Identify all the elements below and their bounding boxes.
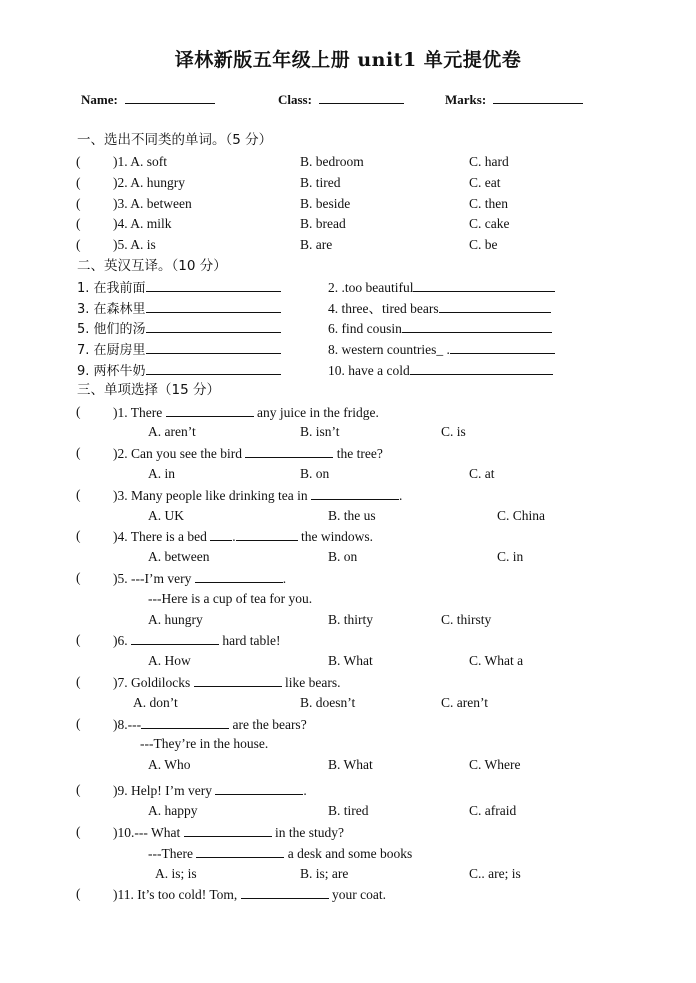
- s2-item-8[interactable]: 8. western countries_ .: [328, 341, 555, 358]
- s3-q1: )1. There any juice in the fridge.: [113, 405, 379, 420]
- s3-q8-reply: ---They’re in the house.: [140, 736, 269, 751]
- s3-q3-a: A. UK: [148, 508, 184, 523]
- s3-q10-a: A. is; is: [155, 866, 197, 881]
- s3-q7-b: B. doesn’t: [300, 695, 356, 710]
- s1-q5-c: C. be: [469, 237, 498, 252]
- s3-paren-2: (: [76, 445, 81, 460]
- s1-q3-c: C. then: [469, 196, 508, 211]
- s3-q3-b: B. the us: [328, 508, 376, 523]
- s3-q4-a: A. between: [148, 549, 210, 564]
- s1-q3-a: )3. A. between: [113, 196, 192, 211]
- s3-q9-c: C. afraid: [469, 803, 517, 818]
- s3-q5-b: B. thirty: [328, 612, 374, 627]
- s3-q1-b: B. isn’t: [300, 424, 340, 439]
- s3-paren-7: (: [76, 674, 81, 689]
- name-blank[interactable]: [125, 91, 215, 104]
- s3-q4-c: C. in: [497, 549, 524, 564]
- s3-paren-11: (: [76, 886, 81, 901]
- s3-q7: )7. Goldilocks like bears.: [113, 675, 341, 690]
- name-field[interactable]: [81, 91, 215, 108]
- s2-item-1[interactable]: 1. 在我前面: [77, 279, 281, 297]
- s1-q5-a: )5. A. is: [113, 237, 156, 252]
- s3-q8: )8.--- are the bears?: [113, 717, 307, 732]
- s1-q1-c: C. hard: [469, 154, 509, 169]
- s3-q2: )2. Can you see the bird the tree?: [113, 446, 383, 461]
- s1-q5-b: B. are: [300, 237, 333, 252]
- s3-paren-8: (: [76, 716, 81, 731]
- s3-q9-a: A. happy: [148, 803, 198, 818]
- marks-field[interactable]: [445, 91, 583, 108]
- s3-q10-c: C.. are; is: [469, 866, 521, 881]
- s3-paren-10: (: [76, 824, 81, 839]
- s3-q7-c: C. aren’t: [441, 695, 488, 710]
- class-blank[interactable]: [319, 91, 404, 104]
- s2-item-10[interactable]: 10. have a cold: [328, 362, 553, 379]
- s3-q10-reply: ---There a desk and some books: [148, 846, 413, 861]
- s1-paren-4: (: [76, 216, 81, 231]
- s1-q1-b: B. bedroom: [300, 154, 364, 169]
- s1-q3-b: B. beside: [300, 196, 351, 211]
- s2-item-3[interactable]: 3. 在森林里: [77, 300, 281, 318]
- s1-q2-b: B. tired: [300, 175, 341, 190]
- section2-heading: 二、英汉互译。（10 分）: [77, 258, 227, 274]
- s2-item-5[interactable]: 5. 他们的汤: [77, 320, 281, 338]
- s2-item-6[interactable]: 6. find cousin: [328, 320, 552, 337]
- s3-q5-reply: ---Here is a cup of tea for you.: [148, 591, 313, 606]
- s1-q4-b: B. bread: [300, 216, 346, 231]
- s3-q10: )10.--- What in the study?: [113, 825, 344, 840]
- s3-paren-3: (: [76, 487, 81, 502]
- marks-label: Marks:: [445, 92, 487, 107]
- s3-q3: )3. Many people like drinking tea in .: [113, 488, 403, 503]
- class-label: Class:: [278, 92, 312, 107]
- section3-heading: 三、单项选择（15 分）: [77, 382, 220, 398]
- marks-blank[interactable]: [493, 91, 583, 104]
- name-label: Name:: [81, 92, 118, 107]
- s1-q2-c: C. eat: [469, 175, 501, 190]
- s3-q2-c: C. at: [469, 466, 495, 481]
- s3-q8-b: B. What: [328, 757, 373, 772]
- s3-q9-b: B. tired: [328, 803, 369, 818]
- s3-q11: )11. It’s too cold! Tom, your coat.: [113, 887, 387, 902]
- s2-item-4[interactable]: 4. three、tired bears: [328, 300, 551, 317]
- s3-q8-c: C. Where: [469, 757, 521, 772]
- s3-q6-b: B. What: [328, 653, 373, 668]
- s3-q5: )5. ---I’m very .: [113, 571, 287, 586]
- s3-q5-c: C. thirsty: [441, 612, 492, 627]
- s1-q2-a: )2. A. hungry: [113, 175, 185, 190]
- s3-q3-c: C. China: [497, 508, 546, 523]
- s3-q7-a: A. don’t: [133, 695, 178, 710]
- s3-q1-a: A. aren’t: [148, 424, 196, 439]
- s3-q8-a: A. Who: [148, 757, 191, 772]
- s3-paren-4: (: [76, 528, 81, 543]
- s3-q4-b: B. on: [328, 549, 358, 564]
- s3-q2-b: B. on: [300, 466, 330, 481]
- s3-paren-9: (: [76, 782, 81, 797]
- s1-q4-a: )4. A. milk: [113, 216, 172, 231]
- s1-q4-c: C. cake: [469, 216, 510, 231]
- s3-q2-a: A. in: [148, 466, 175, 481]
- s1-paren-1: (: [76, 154, 81, 169]
- s2-item-9[interactable]: 9. 两杯牛奶: [77, 362, 281, 380]
- s3-q6-c: C. What a: [469, 653, 524, 668]
- section1-heading: 一、选出不同类的单词。（5 分）: [77, 132, 273, 148]
- page-title: 译林新版五年级上册 unit1 单元提优卷: [174, 49, 522, 71]
- s1-paren-5: (: [76, 237, 81, 252]
- s3-q6: )6. hard table!: [113, 633, 281, 648]
- s3-q6-a: A. How: [148, 653, 191, 668]
- s3-q1-c: C. is: [441, 424, 466, 439]
- s3-paren-5: (: [76, 570, 81, 585]
- s1-paren-2: (: [76, 175, 81, 190]
- class-field[interactable]: [278, 91, 404, 108]
- s3-q5-a: A. hungry: [148, 612, 203, 627]
- s3-q10-b: B. is; are: [300, 866, 349, 881]
- s1-q1-a: )1. A. soft: [113, 154, 167, 169]
- s2-item-7[interactable]: 7. 在厨房里: [77, 341, 281, 359]
- s3-paren-6: (: [76, 632, 81, 647]
- s1-paren-3: (: [76, 196, 81, 211]
- s3-paren-1: (: [76, 404, 81, 419]
- s3-q9: )9. Help! I’m very .: [113, 783, 307, 798]
- s3-q4: )4. There is a bed . the windows.: [113, 529, 373, 544]
- s2-item-2[interactable]: 2. .too beautiful: [328, 279, 555, 296]
